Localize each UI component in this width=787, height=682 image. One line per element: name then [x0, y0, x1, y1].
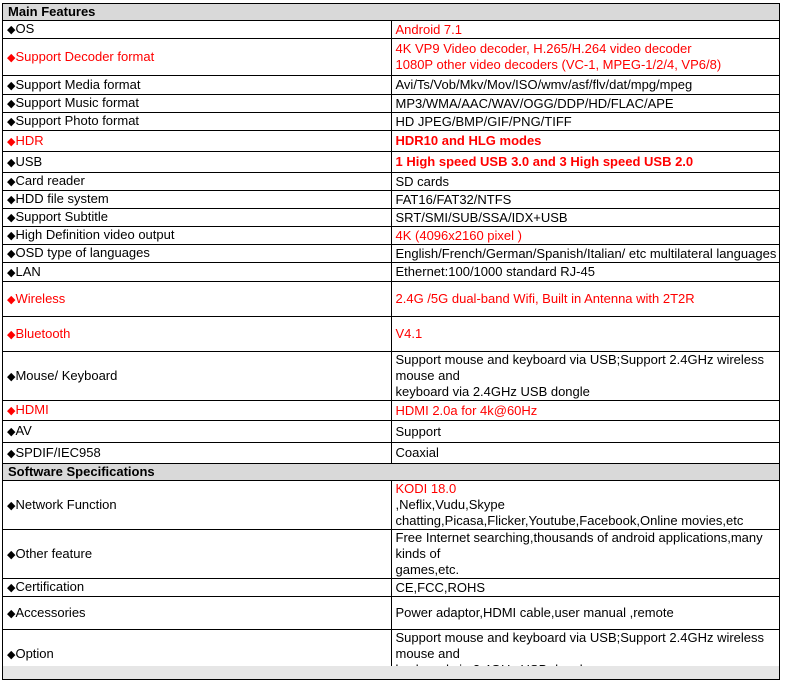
- row-value-rest: ,Neflix,Vudu,Skype: [395, 497, 505, 512]
- spec-table: [2, 3, 780, 679]
- row-label: Support Photo format: [15, 113, 140, 128]
- table-row: [3, 191, 780, 209]
- row-value: Android 7.1: [391, 21, 780, 39]
- row-value: Ethernet:100/1000 standard RJ-45: [391, 263, 780, 282]
- row-label: Bluetooth: [15, 325, 71, 341]
- table-row: [3, 152, 780, 173]
- row-value-line: Free Internet searching,thousands of android applications,many kinds of: [395, 530, 763, 561]
- row-label: AV: [15, 423, 32, 438]
- diamond-bullet-icon: ◆: [7, 582, 16, 594]
- table-row: [3, 352, 780, 401]
- section-header-main: [3, 4, 780, 21]
- row-label: HDD file system: [15, 191, 109, 206]
- row-value: FAT16/FAT32/NTFS: [391, 191, 780, 209]
- row-value: HDMI 2.0a for 4k@60Hz: [391, 401, 780, 421]
- section-header-software: [3, 464, 780, 481]
- row-value-line: keyboard via 2.4GHz USB dongle: [395, 384, 590, 399]
- table-row: [3, 530, 780, 579]
- table-footer-strip: [2, 666, 780, 680]
- diamond-bullet-icon: ◆: [7, 98, 16, 110]
- row-label: Wireless: [15, 290, 66, 306]
- row-label: HDR: [15, 132, 44, 148]
- table-row: [3, 421, 780, 443]
- diamond-bullet-icon: ◆: [7, 212, 16, 224]
- table-row: [3, 579, 780, 597]
- row-label: OS: [15, 21, 35, 36]
- row-label: USB: [15, 153, 43, 169]
- row-value: HD JPEG/BMP/GIF/PNG/TIFF: [391, 113, 780, 131]
- table-row: [3, 21, 780, 39]
- diamond-bullet-icon: ◆: [7, 370, 16, 383]
- table-row: [3, 227, 780, 245]
- diamond-bullet-icon: ◆: [7, 230, 16, 242]
- table-row: [3, 317, 780, 352]
- table-row: [3, 401, 780, 421]
- table-row: [3, 76, 780, 95]
- table-row: [3, 597, 780, 630]
- row-value: SD cards: [391, 173, 780, 191]
- diamond-bullet-icon: ◆: [7, 24, 16, 36]
- table-row: [3, 95, 780, 113]
- table-row: [3, 209, 780, 227]
- diamond-bullet-icon: ◆: [7, 607, 16, 620]
- row-label: Support Music format: [15, 95, 140, 110]
- row-label: Certification: [15, 579, 85, 594]
- row-label: Support Media format: [15, 76, 141, 92]
- table-row: [3, 245, 780, 263]
- row-value-line: chatting,Picasa,Flicker,Youtube,Facebook,Online movies,etc: [395, 513, 744, 528]
- diamond-bullet-icon: ◆: [7, 328, 16, 341]
- table-row: [3, 481, 780, 530]
- row-value-highlight: KODI 18.0: [395, 481, 457, 496]
- section-title: Main Features: [3, 4, 780, 21]
- table-row: [3, 443, 780, 464]
- row-value: CE,FCC,ROHS: [391, 579, 780, 597]
- row-value-line: 4K VP9 Video decoder, H.265/H.264 video decoder: [395, 41, 692, 56]
- row-label: Mouse/ Keyboard: [15, 367, 118, 383]
- row-label: Support Decoder format: [15, 48, 155, 64]
- row-label: Option: [15, 645, 54, 661]
- table-row: [3, 39, 780, 76]
- row-label: Accessories: [15, 604, 86, 620]
- row-label: Network Function: [15, 496, 117, 512]
- table-row: [3, 282, 780, 317]
- row-label: LAN: [15, 263, 41, 279]
- diamond-bullet-icon: ◆: [7, 293, 16, 306]
- row-value: Coaxial: [391, 443, 780, 464]
- row-value: 4K (4096x2160 pixel ): [391, 227, 780, 245]
- diamond-bullet-icon: ◆: [7, 176, 16, 188]
- row-value: HDR10 and HLG modes: [391, 131, 780, 152]
- row-value: 1 High speed USB 3.0 and 3 High speed USB 2.0: [391, 152, 780, 173]
- row-value: MP3/WMA/AAC/WAV/OGG/DDP/HD/FLAC/APE: [391, 95, 780, 113]
- row-value-line: Support mouse and keyboard via USB;Support 2.4GHz wireless mouse and: [395, 352, 765, 383]
- diamond-bullet-icon: ◆: [7, 426, 16, 438]
- row-label: Support Subtitle: [15, 209, 108, 224]
- diamond-bullet-icon: ◆: [7, 194, 16, 206]
- diamond-bullet-icon: ◆: [7, 156, 16, 169]
- row-label: SPDIF/IEC958: [15, 444, 101, 460]
- row-value-line: Support mouse and keyboard via USB;Support 2.4GHz wireless mouse and: [395, 630, 765, 661]
- diamond-bullet-icon: ◆: [7, 266, 16, 279]
- row-label: Card reader: [15, 173, 85, 188]
- diamond-bullet-icon: ◆: [7, 79, 16, 92]
- diamond-bullet-icon: ◆: [7, 405, 16, 417]
- table-row: [3, 173, 780, 191]
- table-row: [3, 131, 780, 152]
- diamond-bullet-icon: ◆: [7, 135, 16, 148]
- section-title: Software Specifications: [3, 464, 780, 481]
- row-value-line: 1080P other video decoders (VC-1, MPEG-1/2/4, VP6/8): [395, 57, 722, 72]
- row-value: 2.4G /5G dual-band Wifi, Built in Antenna with 2T2R: [391, 282, 780, 317]
- row-value: English/French/German/Spanish/Italian/ etc multilateral languages: [391, 245, 780, 263]
- diamond-bullet-icon: ◆: [7, 447, 16, 460]
- diamond-bullet-icon: ◆: [7, 499, 16, 512]
- row-label: HDMI: [15, 402, 49, 417]
- row-label: OSD type of languages: [15, 245, 150, 260]
- diamond-bullet-icon: ◆: [7, 248, 16, 260]
- row-value: Support: [391, 421, 780, 443]
- row-value: SRT/SMI/SUB/SSA/IDX+USB: [391, 209, 780, 227]
- row-value: V4.1: [391, 317, 780, 352]
- row-label: High Definition video output: [15, 227, 175, 242]
- row-value-line: games,etc.: [395, 562, 460, 577]
- diamond-bullet-icon: ◆: [7, 116, 16, 128]
- row-label: Other feature: [15, 545, 93, 561]
- row-value: Power adaptor,HDMI cable,user manual ,remote: [391, 597, 780, 630]
- diamond-bullet-icon: ◆: [7, 648, 16, 661]
- row-value: Avi/Ts/Vob/Mkv/Mov/ISO/wmv/asf/flv/dat/mpg/mpeg: [391, 76, 780, 95]
- table-row: [3, 263, 780, 282]
- table-row: [3, 113, 780, 131]
- diamond-bullet-icon: ◆: [7, 548, 16, 561]
- diamond-bullet-icon: ◆: [7, 51, 16, 64]
